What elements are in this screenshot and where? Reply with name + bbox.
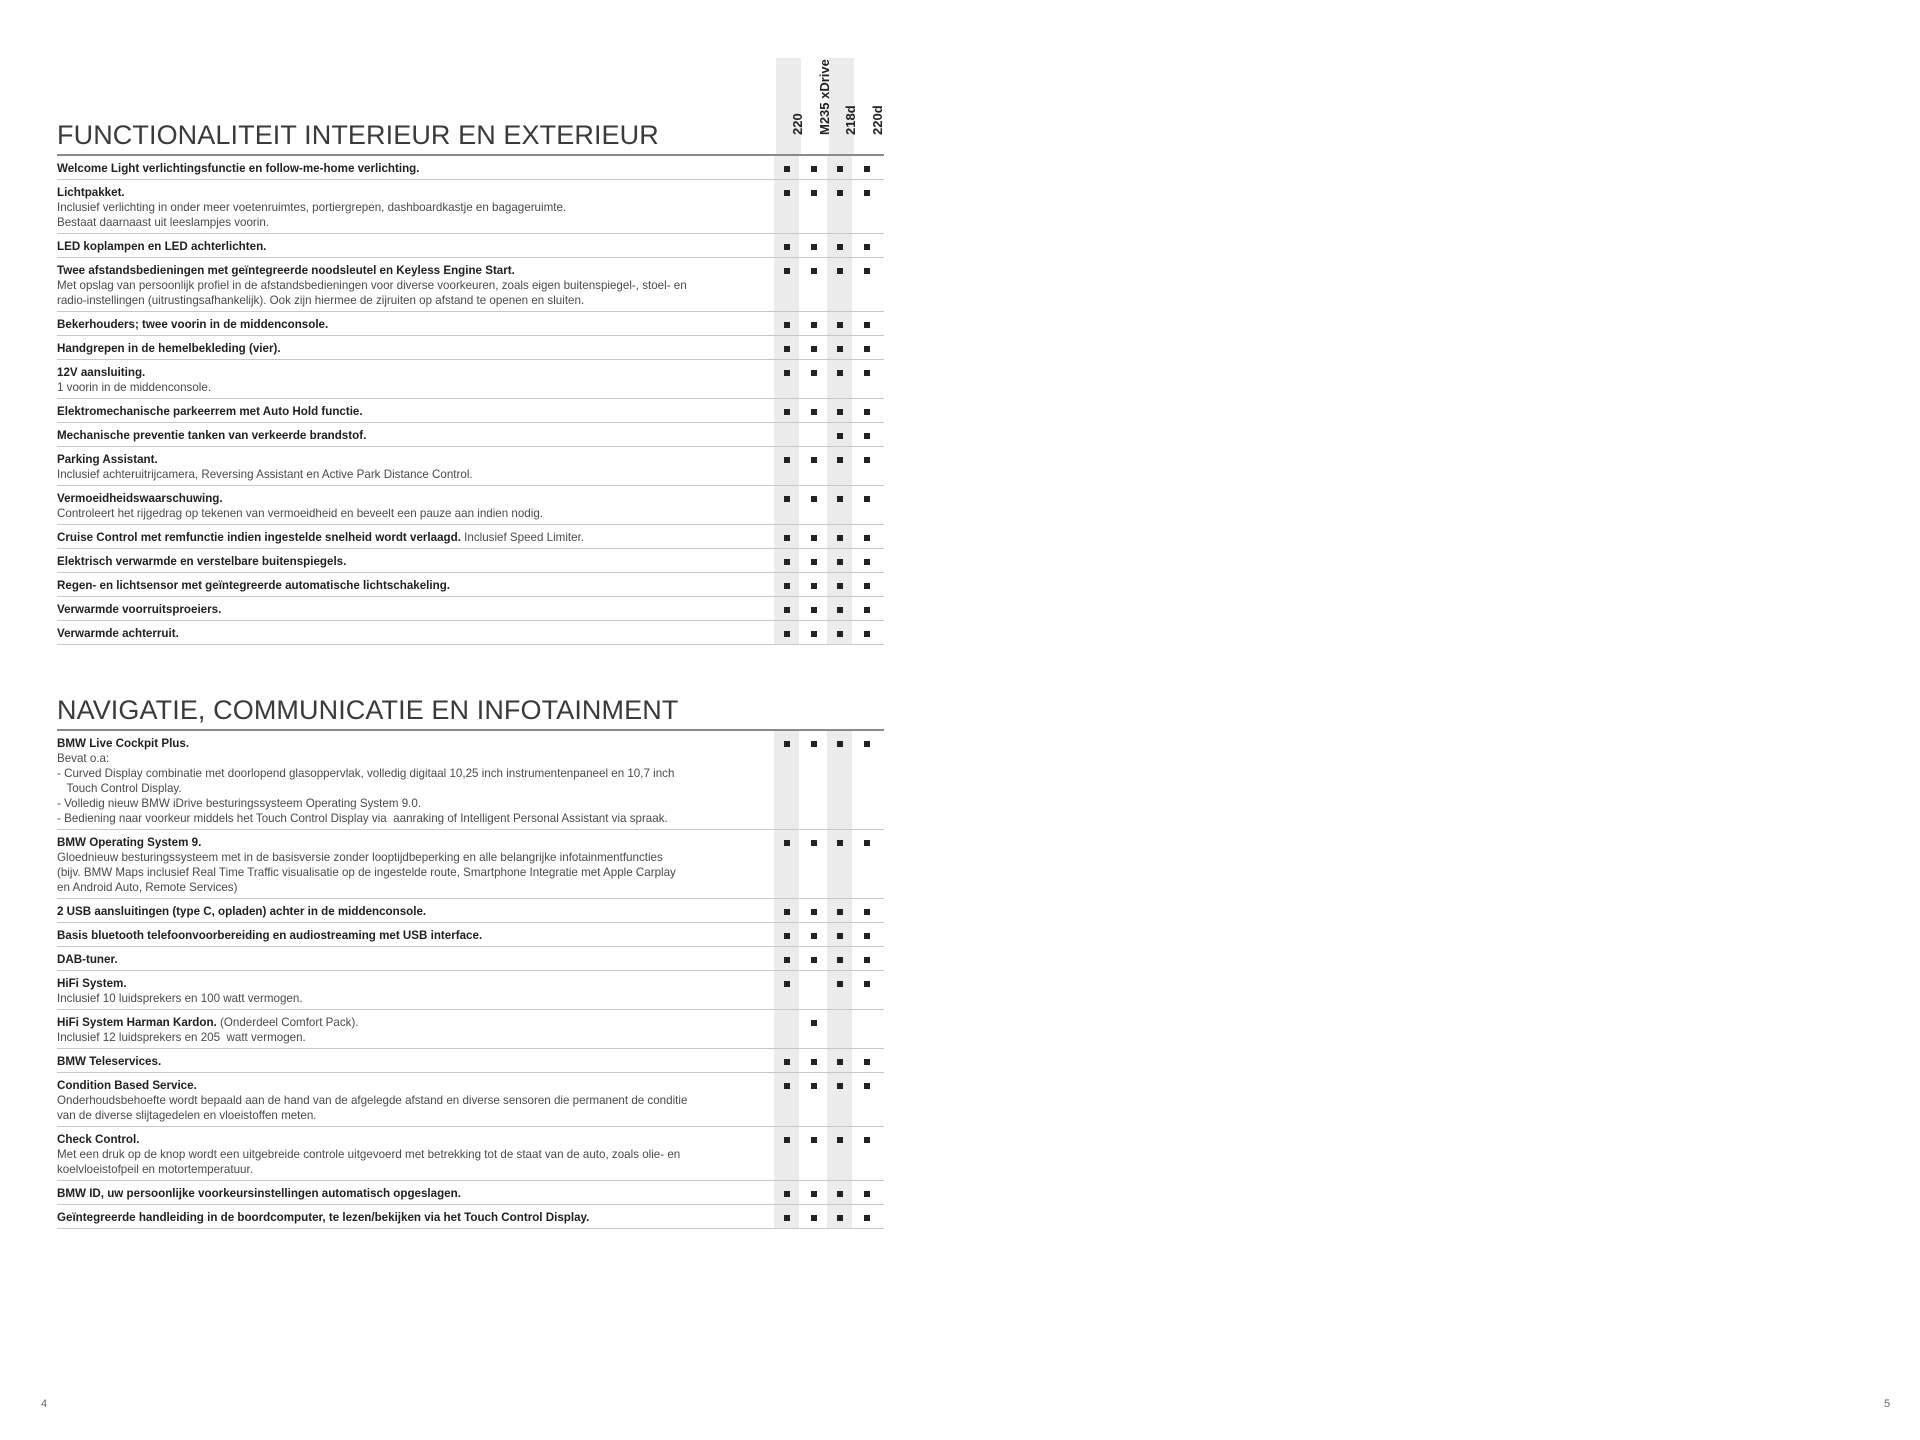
- standard-mark: [811, 370, 817, 376]
- feature-text: [57, 1132, 767, 1177]
- feature-row: [57, 486, 884, 525]
- availability-marks: [774, 406, 884, 418]
- standard-mark: [784, 607, 790, 613]
- standard-mark: [784, 933, 790, 939]
- feature-text: [57, 185, 767, 230]
- standard-mark: [837, 346, 843, 352]
- feature-title: 12V aansluiting.: [57, 366, 146, 379]
- availability-marks: [774, 1080, 884, 1092]
- feature-row: [57, 1049, 884, 1073]
- standard-mark: [864, 496, 870, 502]
- standard-mark: [784, 631, 790, 637]
- standard-mark: [784, 166, 790, 172]
- availability-marks: [774, 1188, 884, 1200]
- model-header-220: 220: [790, 113, 805, 135]
- standard-mark: [837, 981, 843, 987]
- feature-text: [57, 578, 767, 593]
- standard-mark: [784, 535, 790, 541]
- feature-title: 2 USB aansluitingen (type C, opladen) achter in de middenconsole.: [57, 905, 427, 918]
- availability-marks: [774, 532, 884, 544]
- standard-mark: [811, 1059, 817, 1065]
- feature-text: [57, 835, 767, 895]
- standard-mark: [864, 1191, 870, 1197]
- section-title: FUNCTIONALITEIT INTERIEUR EN EXTERIEUR: [57, 116, 884, 156]
- feature-title: Condition Based Service.: [57, 1079, 197, 1092]
- feature-description: Met een druk op de knop wordt een uitgebreide controle uitgevoerd met betrekking tot de staat van de auto, zoals olie- en: [57, 1148, 681, 1161]
- feature-description: Bestaat daarnaast uit leeslampjes voorin.: [57, 216, 270, 229]
- availability-marks: [774, 930, 884, 942]
- standard-mark: [837, 409, 843, 415]
- standard-mark: [811, 1020, 817, 1026]
- feature-title: Parking Assistant.: [57, 453, 158, 466]
- standard-mark: [837, 607, 843, 613]
- standard-mark: [864, 631, 870, 637]
- standard-mark: [837, 496, 843, 502]
- standard-mark: [811, 1083, 817, 1089]
- standard-mark: [837, 244, 843, 250]
- feature-title: Verwarmde voorruitsproeiers.: [57, 603, 222, 616]
- feature-text: [57, 317, 767, 332]
- standard-mark: [864, 535, 870, 541]
- feature-text: [57, 452, 767, 482]
- feature-text: [57, 491, 767, 521]
- standard-mark: [837, 909, 843, 915]
- availability-marks: [774, 556, 884, 568]
- availability-marks: [774, 1212, 884, 1224]
- feature-title: LED koplampen en LED achterlichten.: [57, 240, 267, 253]
- feature-row: [57, 597, 884, 621]
- feature-title: Check Control.: [57, 1133, 140, 1146]
- feature-row: [57, 573, 884, 597]
- feature-description: - Volledig nieuw BMW iDrive besturingssysteem Operating System 9.0.: [57, 797, 422, 810]
- model-header-m235: M235 xDrive: [817, 59, 832, 135]
- section-functionaliteit: [57, 116, 884, 645]
- standard-mark: [811, 535, 817, 541]
- feature-description: (bijv. BMW Maps inclusief Real Time Traffic visualisatie op de ingestelde route, Smartphone Integratie met Apple Carplay: [57, 866, 676, 879]
- feature-title: DAB-tuner.: [57, 953, 118, 966]
- standard-mark: [837, 741, 843, 747]
- feature-text: [57, 1210, 767, 1225]
- feature-description: Touch Control Display.: [57, 782, 182, 795]
- standard-mark: [864, 1059, 870, 1065]
- feature-row: [57, 1073, 884, 1127]
- feature-row: [57, 923, 884, 947]
- standard-mark: [784, 559, 790, 565]
- standard-mark: [837, 1215, 843, 1221]
- standard-mark: [837, 933, 843, 939]
- standard-mark: [811, 583, 817, 589]
- feature-description: 1 voorin in de middenconsole.: [57, 381, 212, 394]
- feature-description: Inclusief verlichting in onder meer voetenruimtes, portiergrepen, dashboardkastje en bagageruimte.: [57, 201, 567, 214]
- availability-marks: [774, 1017, 884, 1029]
- standard-mark: [864, 559, 870, 565]
- standard-mark: [864, 607, 870, 613]
- feature-description: koelvloeistofpeil en motortemperatuur.: [57, 1163, 253, 1176]
- standard-mark: [811, 933, 817, 939]
- standard-mark: [811, 166, 817, 172]
- feature-text: [57, 1078, 767, 1123]
- feature-text: [57, 365, 767, 395]
- feature-row: [57, 399, 884, 423]
- feature-row: [57, 258, 884, 312]
- feature-title: Mechanische preventie tanken van verkeerde brandstof.: [57, 429, 367, 442]
- feature-row: [57, 312, 884, 336]
- feature-row: [57, 180, 884, 234]
- standard-mark: [811, 1191, 817, 1197]
- standard-mark: [784, 1137, 790, 1143]
- standard-mark: [784, 409, 790, 415]
- feature-title: Twee afstandsbedieningen met geïntegreerde noodsleutel en Keyless Engine Start.: [57, 264, 515, 277]
- standard-mark: [811, 322, 817, 328]
- feature-text: [57, 263, 767, 308]
- feature-text: [57, 904, 767, 919]
- feature-description: Bevat o.a:: [57, 752, 110, 765]
- standard-mark: [837, 268, 843, 274]
- standard-mark: [811, 840, 817, 846]
- standard-mark: [784, 346, 790, 352]
- standard-mark: [811, 496, 817, 502]
- availability-marks: [774, 241, 884, 253]
- feature-text: [57, 626, 767, 641]
- feature-row: [57, 621, 884, 645]
- standard-mark: [864, 268, 870, 274]
- availability-marks: [774, 454, 884, 466]
- feature-text: [57, 161, 767, 176]
- availability-marks: [774, 163, 884, 175]
- feature-description: - Curved Display combinatie met doorlopend glasoppervlak, volledig digitaal 10,25 inch instrumentenpaneel en 10,7 inch: [57, 767, 675, 780]
- standard-mark: [784, 909, 790, 915]
- standard-mark: [837, 583, 843, 589]
- standard-mark: [811, 1137, 817, 1143]
- standard-mark: [784, 1083, 790, 1089]
- feature-description: Inclusief 10 luidsprekers en 100 watt vermogen.: [57, 992, 303, 1005]
- feature-table: [57, 156, 884, 645]
- feature-title: HiFi System.: [57, 977, 127, 990]
- standard-mark: [811, 457, 817, 463]
- standard-mark: [811, 268, 817, 274]
- standard-mark: [864, 1215, 870, 1221]
- page-number-right: 5: [1884, 1398, 1891, 1410]
- feature-row: [57, 1205, 884, 1229]
- feature-title: Geïntegreerde handleiding in de boordcomputer, te lezen/bekijken via het Touch Control Display.: [57, 1211, 590, 1224]
- feature-row: [57, 549, 884, 573]
- feature-row: [57, 447, 884, 486]
- feature-text: [57, 239, 767, 254]
- standard-mark: [864, 322, 870, 328]
- standard-mark: [784, 496, 790, 502]
- availability-marks: [774, 343, 884, 355]
- standard-mark: [864, 346, 870, 352]
- availability-marks: [774, 1056, 884, 1068]
- standard-mark: [837, 190, 843, 196]
- availability-marks: [774, 580, 884, 592]
- feature-description: - Bediening naar voorkeur middels het Touch Control Display via aanraking of Intelligent Personal Assistant via spraak.: [57, 812, 668, 825]
- standard-mark: [784, 741, 790, 747]
- availability-marks: [774, 1134, 884, 1146]
- standard-mark: [837, 535, 843, 541]
- standard-mark: [784, 583, 790, 589]
- feature-text: [57, 952, 767, 967]
- standard-mark: [864, 370, 870, 376]
- standard-mark: [811, 741, 817, 747]
- standard-mark: [811, 957, 817, 963]
- availability-marks: [774, 738, 884, 750]
- standard-mark: [784, 268, 790, 274]
- standard-mark: [864, 909, 870, 915]
- standard-mark: [837, 559, 843, 565]
- standard-mark: [837, 840, 843, 846]
- feature-title: Cruise Control met remfunctie indien ingestelde snelheid wordt verlaagd.: [57, 531, 461, 544]
- standard-mark: [784, 840, 790, 846]
- feature-text: [57, 554, 767, 569]
- standard-mark: [837, 166, 843, 172]
- feature-row: [57, 360, 884, 399]
- standard-mark: [811, 346, 817, 352]
- feature-title: BMW Live Cockpit Plus.: [57, 737, 190, 750]
- standard-mark: [784, 1215, 790, 1221]
- feature-row: [57, 234, 884, 258]
- standard-mark: [837, 957, 843, 963]
- feature-text: [57, 1186, 767, 1201]
- standard-mark: [784, 190, 790, 196]
- availability-marks: [774, 978, 884, 990]
- feature-row: [57, 899, 884, 923]
- feature-inline-note: (Onderdeel Comfort Pack).: [216, 1016, 359, 1029]
- feature-description: en Android Auto, Remote Services): [57, 881, 238, 894]
- standard-mark: [864, 741, 870, 747]
- feature-description: Met opslag van persoonlijk profiel in de afstandsbedieningen voor diverse voorkeuren, zoals eigen buitenspiegel-, stoel- en: [57, 279, 687, 292]
- feature-description: Onderhoudsbehoefte wordt bepaald aan de hand van de afgelegde afstand en diverse sensoren die permanent de conditie: [57, 1094, 688, 1107]
- feature-table: [57, 731, 884, 1229]
- feature-title: Elektromechanische parkeerrem met Auto Hold functie.: [57, 405, 363, 418]
- standard-mark: [864, 583, 870, 589]
- feature-title: Regen- en lichtsensor met geïntegreerde automatische lichtschakeling.: [57, 579, 451, 592]
- feature-text: [57, 976, 767, 1006]
- standard-mark: [811, 909, 817, 915]
- standard-mark: [784, 244, 790, 250]
- feature-description: Inclusief 12 luidsprekers en 205 watt vermogen.: [57, 1031, 306, 1044]
- feature-row: [57, 830, 884, 899]
- feature-row: [57, 156, 884, 180]
- feature-row: [57, 423, 884, 447]
- availability-marks: [774, 187, 884, 199]
- feature-description: Controleert het rijgedrag op tekenen van vermoeidheid en beveelt een pauze aan indien nodig.: [57, 507, 543, 520]
- standard-mark: [864, 166, 870, 172]
- standard-mark: [837, 1083, 843, 1089]
- feature-text: [57, 736, 767, 826]
- availability-marks: [774, 430, 884, 442]
- feature-row: [57, 971, 884, 1010]
- standard-mark: [784, 322, 790, 328]
- standard-mark: [837, 1137, 843, 1143]
- feature-text: [57, 404, 767, 419]
- feature-description: van de diverse slijtagedelen en vloeistoffen meten.: [57, 1109, 317, 1122]
- standard-mark: [811, 1215, 817, 1221]
- feature-title: Bekerhouders; twee voorin in de middenconsole.: [57, 318, 329, 331]
- feature-description: radio-instellingen (uitrustingsafhankelijk). Ook zijn hiermee de zijruiten op afstand te openen en sluiten.: [57, 294, 585, 307]
- availability-marks: [774, 954, 884, 966]
- standard-mark: [837, 457, 843, 463]
- feature-text: [57, 928, 767, 943]
- feature-title: Vermoeidheidswaarschuwing.: [57, 492, 223, 505]
- standard-mark: [864, 981, 870, 987]
- availability-marks: [774, 265, 884, 277]
- standard-mark: [864, 409, 870, 415]
- standard-mark: [811, 409, 817, 415]
- section-navigatie: [57, 691, 884, 1229]
- feature-title: Welcome Light verlichtingsfunctie en follow-me-home verlichting.: [57, 162, 420, 175]
- standard-mark: [837, 433, 843, 439]
- feature-text: [57, 341, 767, 356]
- feature-row: [57, 731, 884, 830]
- feature-title: BMW Teleservices.: [57, 1055, 162, 1068]
- feature-title: HiFi System Harman Kardon.: [57, 1016, 217, 1029]
- standard-mark: [837, 322, 843, 328]
- standard-mark: [811, 631, 817, 637]
- feature-title: Basis bluetooth telefoonvoorbereiding en audiostreaming met USB interface.: [57, 929, 483, 942]
- standard-mark: [864, 840, 870, 846]
- standard-mark: [784, 457, 790, 463]
- standard-mark: [837, 631, 843, 637]
- availability-marks: [774, 604, 884, 616]
- standard-mark: [864, 933, 870, 939]
- standard-mark: [864, 244, 870, 250]
- feature-row: [57, 1010, 884, 1049]
- feature-description: Gloednieuw besturingssysteem met in de basisversie zonder looptijdbeperking en alle belangrijke infotainmentfuncties: [57, 851, 663, 864]
- feature-row: [57, 525, 884, 549]
- model-header-218d: 218d: [843, 105, 858, 135]
- feature-text: [57, 530, 767, 545]
- standard-mark: [784, 957, 790, 963]
- feature-text: [57, 1054, 767, 1069]
- feature-row: [57, 1181, 884, 1205]
- standard-mark: [864, 1137, 870, 1143]
- availability-marks: [774, 906, 884, 918]
- feature-title: Elektrisch verwarmde en verstelbare buitenspiegels.: [57, 555, 347, 568]
- standard-mark: [784, 1191, 790, 1197]
- feature-description: Inclusief achteruitrijcamera, Reversing Assistant en Active Park Distance Control.: [57, 468, 473, 481]
- standard-mark: [784, 1059, 790, 1065]
- feature-title: Verwarmde achterruit.: [57, 627, 179, 640]
- standard-mark: [811, 559, 817, 565]
- feature-row: [57, 947, 884, 971]
- feature-title: Lichtpakket.: [57, 186, 125, 199]
- standard-mark: [837, 370, 843, 376]
- page-number-left: 4: [41, 1398, 48, 1410]
- availability-marks: [774, 837, 884, 849]
- standard-mark: [811, 607, 817, 613]
- availability-marks: [774, 367, 884, 379]
- standard-mark: [811, 190, 817, 196]
- standard-mark: [864, 957, 870, 963]
- availability-marks: [774, 628, 884, 640]
- availability-marks: [774, 493, 884, 505]
- feature-text: [57, 602, 767, 617]
- model-header-220d: 220d: [870, 105, 885, 135]
- feature-text: [57, 1015, 767, 1045]
- feature-inline-note: Inclusief Speed Limiter.: [460, 531, 585, 544]
- standard-mark: [784, 370, 790, 376]
- feature-row: [57, 1127, 884, 1181]
- feature-title: Handgrepen in de hemelbekleding (vier).: [57, 342, 281, 355]
- feature-title: BMW Operating System 9.: [57, 836, 202, 849]
- standard-mark: [811, 244, 817, 250]
- standard-mark: [864, 433, 870, 439]
- feature-text: [57, 428, 767, 443]
- availability-marks: [774, 319, 884, 331]
- standard-mark: [837, 1191, 843, 1197]
- standard-mark: [837, 1059, 843, 1065]
- feature-title: BMW ID, uw persoonlijke voorkeursinstellingen automatisch opgeslagen.: [57, 1187, 461, 1200]
- standard-mark: [864, 1083, 870, 1089]
- standard-mark: [864, 190, 870, 196]
- feature-row: [57, 336, 884, 360]
- standard-mark: [784, 981, 790, 987]
- section-title: NAVIGATIE, COMMUNICATIE EN INFOTAINMENT: [57, 691, 884, 731]
- standard-mark: [864, 457, 870, 463]
